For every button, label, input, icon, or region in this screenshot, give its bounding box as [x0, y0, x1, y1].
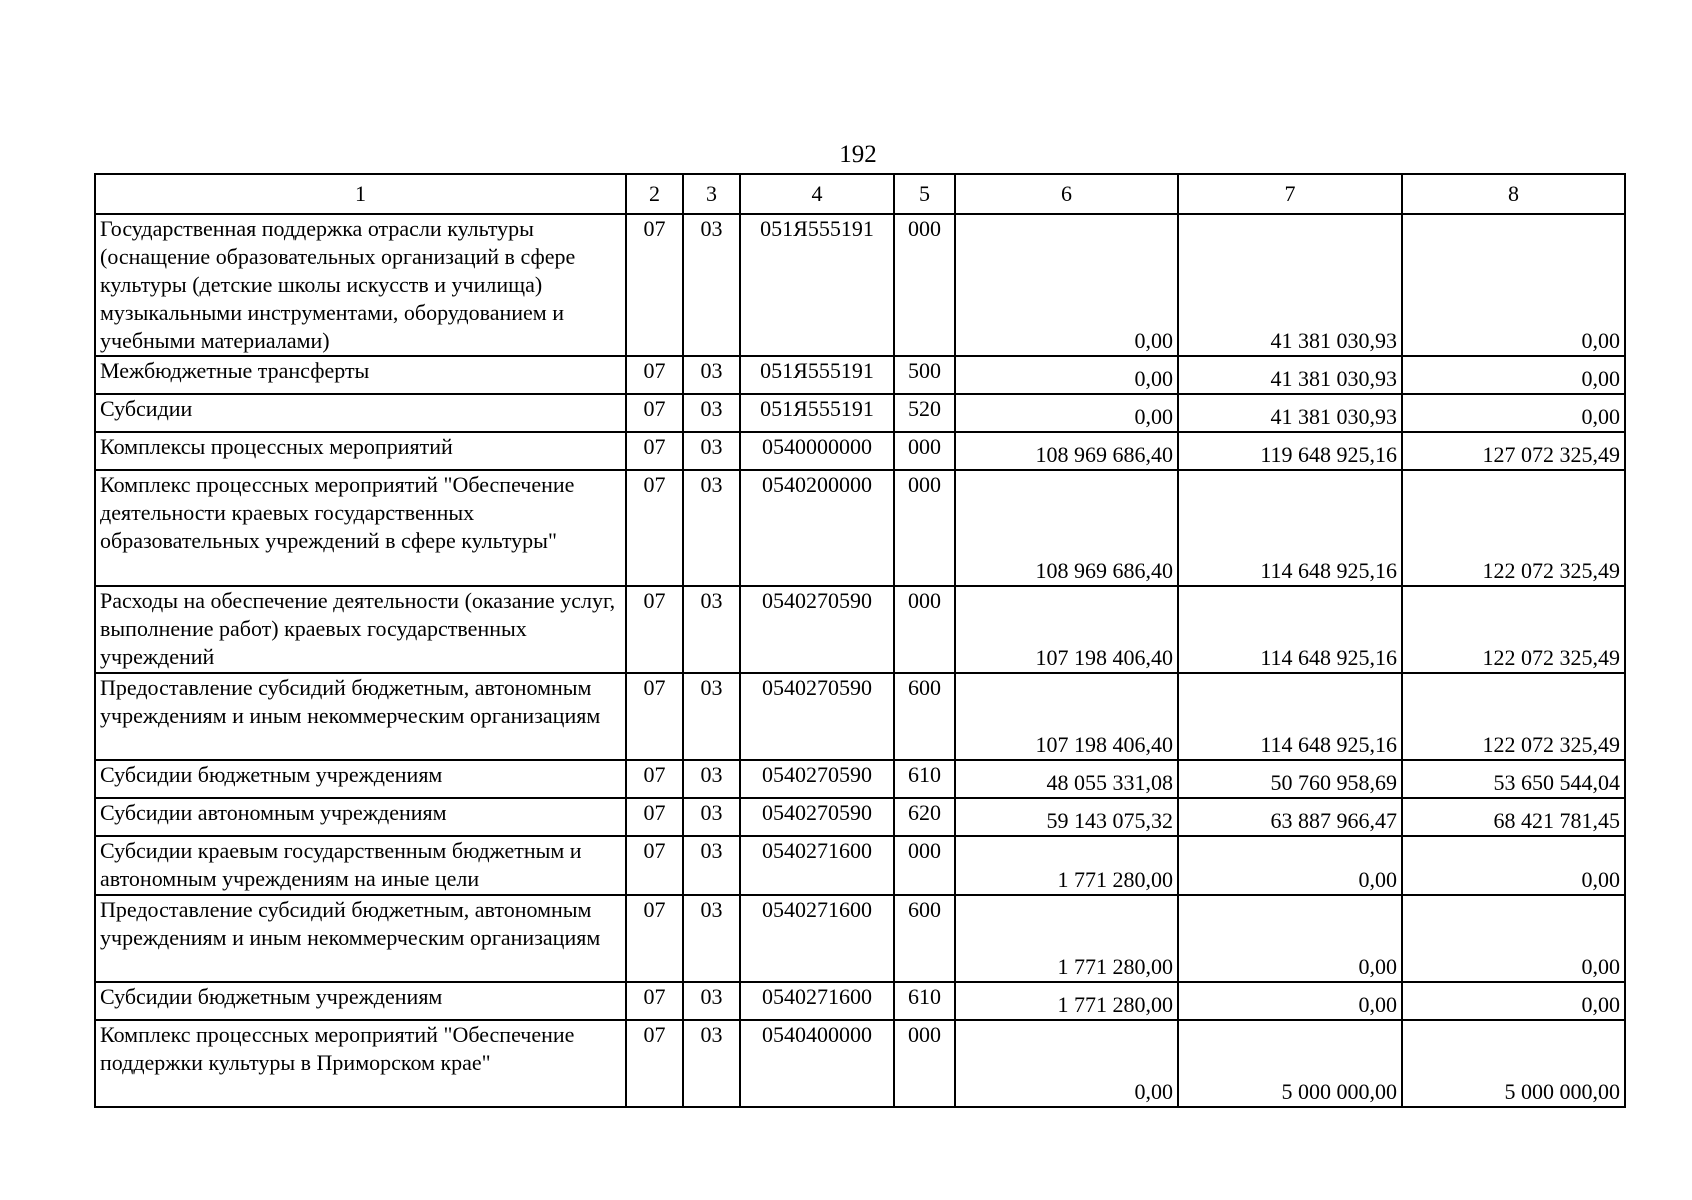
- row-amount-col8: 53 650 544,04: [1402, 760, 1625, 798]
- row-amount-col6: 0,00: [955, 356, 1178, 394]
- table-row: [95, 1020, 1625, 1107]
- row-name: Субсидии краевым государственным бюджетным и автономным учреждениям на иные цели: [95, 836, 626, 895]
- row-expense-type: 520: [894, 394, 955, 432]
- row-expense-type: 500: [894, 356, 955, 394]
- row-amount-col6: 1 771 280,00: [955, 836, 1178, 895]
- row-amount-col7: 114 648 925,16: [1178, 470, 1402, 586]
- table-row: [95, 836, 1625, 895]
- row-amount-col6: 108 969 686,40: [955, 470, 1178, 586]
- row-amount-col6: 108 969 686,40: [955, 432, 1178, 470]
- row-amount-col8: 0,00: [1402, 214, 1625, 356]
- row-amount-col8: 127 072 325,49: [1402, 432, 1625, 470]
- row-amount-col7: 41 381 030,93: [1178, 394, 1402, 432]
- header-col-4: 4: [740, 174, 894, 214]
- row-subsection: 03: [683, 760, 740, 798]
- row-section: 07: [626, 895, 683, 982]
- table-row: [95, 470, 1625, 586]
- row-amount-col7: 0,00: [1178, 895, 1402, 982]
- row-name: Комплекс процессных мероприятий "Обеспечение поддержки культуры в Приморском крае": [95, 1020, 626, 1107]
- row-target-code: 0540271600: [740, 836, 894, 895]
- row-section: 07: [626, 470, 683, 586]
- row-section: 07: [626, 1020, 683, 1107]
- row-name: Субсидии бюджетным учреждениям: [95, 982, 626, 1020]
- row-target-code: 0540270590: [740, 586, 894, 673]
- row-expense-type: 610: [894, 982, 955, 1020]
- row-section: 07: [626, 798, 683, 836]
- row-amount-col8: 0,00: [1402, 982, 1625, 1020]
- row-expense-type: 000: [894, 836, 955, 895]
- row-target-code: 0540400000: [740, 1020, 894, 1107]
- row-target-code: 0540271600: [740, 895, 894, 982]
- header-col-6: 6: [955, 174, 1178, 214]
- row-subsection: 03: [683, 836, 740, 895]
- row-subsection: 03: [683, 895, 740, 982]
- row-amount-col8: 0,00: [1402, 394, 1625, 432]
- row-subsection: 03: [683, 673, 740, 760]
- row-amount-col8: 122 072 325,49: [1402, 470, 1625, 586]
- row-amount-col6: 59 143 075,32: [955, 798, 1178, 836]
- row-amount-col6: 0,00: [955, 394, 1178, 432]
- table-row: [95, 673, 1625, 760]
- row-section: 07: [626, 214, 683, 356]
- row-name: Предоставление субсидий бюджетным, автономным учреждениям и иным некоммерческим организациям: [95, 673, 626, 760]
- row-name: Межбюджетные трансферты: [95, 356, 626, 394]
- page-number: 192: [839, 141, 877, 168]
- row-amount-col8: 0,00: [1402, 836, 1625, 895]
- row-name: Государственная поддержка отрасли культуры (оснащение образовательных организаций в сфере культуры (детские школы искусств и училища) музыкальными инструментами, оборудованием и учебными материалами): [95, 214, 626, 356]
- row-amount-col6: 107 198 406,40: [955, 586, 1178, 673]
- row-amount-col8: 5 000 000,00: [1402, 1020, 1625, 1107]
- table-row: [95, 798, 1625, 836]
- header-col-3: 3: [683, 174, 740, 214]
- row-name: Субсидии автономным учреждениям: [95, 798, 626, 836]
- row-section: 07: [626, 982, 683, 1020]
- table-row: [95, 760, 1625, 798]
- row-expense-type: 000: [894, 432, 955, 470]
- row-subsection: 03: [683, 356, 740, 394]
- row-subsection: 03: [683, 432, 740, 470]
- row-subsection: 03: [683, 1020, 740, 1107]
- row-expense-type: 000: [894, 214, 955, 356]
- row-target-code: 0540270590: [740, 760, 894, 798]
- budget-table: [94, 173, 1626, 1108]
- row-expense-type: 000: [894, 1020, 955, 1107]
- table-row: [95, 214, 1625, 356]
- header-row: [95, 174, 1625, 214]
- table-row: [95, 432, 1625, 470]
- row-amount-col6: 48 055 331,08: [955, 760, 1178, 798]
- table-row: [95, 586, 1625, 673]
- row-target-code: 0540200000: [740, 470, 894, 586]
- row-amount-col7: 114 648 925,16: [1178, 586, 1402, 673]
- row-amount-col7: 50 760 958,69: [1178, 760, 1402, 798]
- row-name: Расходы на обеспечение деятельности (оказание услуг, выполнение работ) краевых государственных учреждений: [95, 586, 626, 673]
- row-amount-col8: 68 421 781,45: [1402, 798, 1625, 836]
- row-subsection: 03: [683, 586, 740, 673]
- row-amount-col6: 0,00: [955, 1020, 1178, 1107]
- table-row: [95, 356, 1625, 394]
- table-row: [95, 394, 1625, 432]
- row-expense-type: 000: [894, 586, 955, 673]
- row-name: Субсидии: [95, 394, 626, 432]
- row-amount-col7: 114 648 925,16: [1178, 673, 1402, 760]
- row-amount-col6: 1 771 280,00: [955, 895, 1178, 982]
- row-name: Субсидии бюджетным учреждениям: [95, 760, 626, 798]
- row-target-code: 051Я555191: [740, 394, 894, 432]
- row-target-code: 0540270590: [740, 673, 894, 760]
- row-amount-col7: 41 381 030,93: [1178, 214, 1402, 356]
- row-section: 07: [626, 836, 683, 895]
- header-col-5: 5: [894, 174, 955, 214]
- row-amount-col8: 0,00: [1402, 356, 1625, 394]
- row-section: 07: [626, 394, 683, 432]
- row-expense-type: 600: [894, 895, 955, 982]
- row-subsection: 03: [683, 214, 740, 356]
- row-amount-col7: 5 000 000,00: [1178, 1020, 1402, 1107]
- row-subsection: 03: [683, 470, 740, 586]
- header-col-1: 1: [95, 174, 626, 214]
- row-target-code: 051Я555191: [740, 356, 894, 394]
- row-expense-type: 000: [894, 470, 955, 586]
- row-expense-type: 600: [894, 673, 955, 760]
- row-amount-col6: 107 198 406,40: [955, 673, 1178, 760]
- row-subsection: 03: [683, 798, 740, 836]
- row-expense-type: 610: [894, 760, 955, 798]
- row-amount-col7: 63 887 966,47: [1178, 798, 1402, 836]
- row-name: Предоставление субсидий бюджетным, автономным учреждениям и иным некоммерческим организациям: [95, 895, 626, 982]
- row-target-code: 0540271600: [740, 982, 894, 1020]
- row-amount-col6: 0,00: [955, 214, 1178, 356]
- row-amount-col8: 122 072 325,49: [1402, 586, 1625, 673]
- header-col-7: 7: [1178, 174, 1402, 214]
- header-col-2: 2: [626, 174, 683, 214]
- table-row: [95, 895, 1625, 982]
- row-amount-col7: 0,00: [1178, 982, 1402, 1020]
- row-target-code: 051Я555191: [740, 214, 894, 356]
- row-expense-type: 620: [894, 798, 955, 836]
- row-section: 07: [626, 356, 683, 394]
- row-name: Комплексы процессных мероприятий: [95, 432, 626, 470]
- row-amount-col8: 122 072 325,49: [1402, 673, 1625, 760]
- row-subsection: 03: [683, 394, 740, 432]
- row-section: 07: [626, 586, 683, 673]
- row-name: Комплекс процессных мероприятий "Обеспечение деятельности краевых государственных образовательных учреждений в сфере культуры": [95, 470, 626, 586]
- row-amount-col6: 1 771 280,00: [955, 982, 1178, 1020]
- row-target-code: 0540270590: [740, 798, 894, 836]
- row-amount-col7: 41 381 030,93: [1178, 356, 1402, 394]
- row-section: 07: [626, 760, 683, 798]
- row-section: 07: [626, 673, 683, 760]
- row-target-code: 0540000000: [740, 432, 894, 470]
- header-col-8: 8: [1402, 174, 1625, 214]
- row-section: 07: [626, 432, 683, 470]
- table-row: [95, 982, 1625, 1020]
- row-subsection: 03: [683, 982, 740, 1020]
- row-amount-col8: 0,00: [1402, 895, 1625, 982]
- row-amount-col7: 0,00: [1178, 836, 1402, 895]
- row-amount-col7: 119 648 925,16: [1178, 432, 1402, 470]
